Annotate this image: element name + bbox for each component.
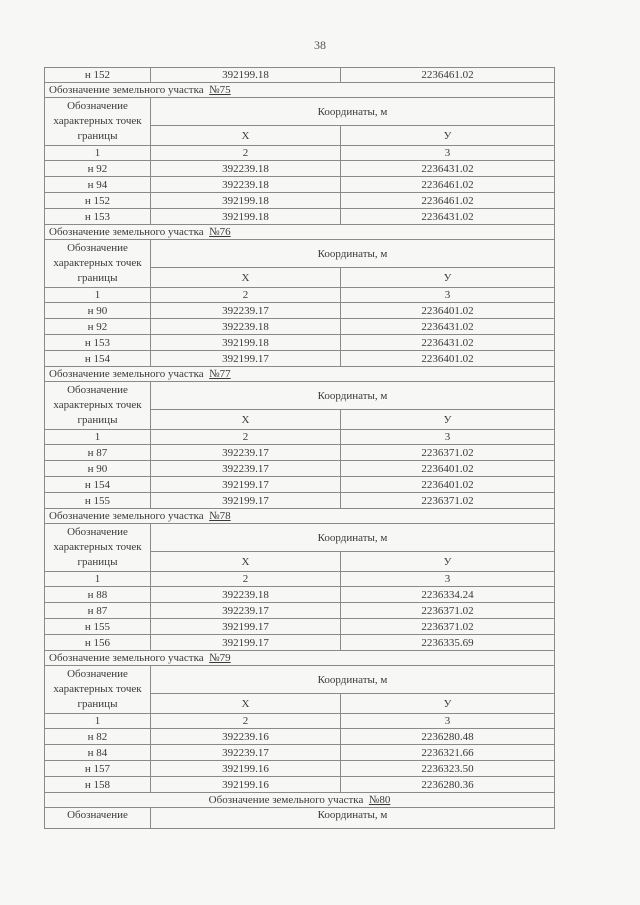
plot-title-row	[45, 83, 555, 98]
column-number: 3	[341, 288, 555, 303]
plot-title	[45, 509, 555, 524]
column-number-row	[45, 146, 555, 161]
column-number: 3	[341, 430, 555, 445]
plot-number: №80	[368, 794, 391, 806]
y-cell: 2236431.02	[341, 161, 555, 177]
table-body	[45, 68, 555, 829]
point-cell: н 154	[45, 351, 151, 367]
plot-title-prefix: Обозначение земельного участка	[49, 226, 204, 238]
x-header: X	[151, 694, 341, 714]
table-row	[45, 603, 555, 619]
coords-header: Координаты, м	[151, 666, 555, 694]
x-cell: 392239.16	[151, 729, 341, 745]
x-cell: 392199.16	[151, 777, 341, 793]
column-number: 3	[341, 146, 555, 161]
y-cell: 2236401.02	[341, 351, 555, 367]
y-cell: 2236335.69	[341, 635, 555, 651]
y-header: У	[341, 552, 555, 572]
table-row	[45, 68, 555, 83]
table-row	[45, 493, 555, 509]
point-cell: н 87	[45, 603, 151, 619]
x-cell: 392239.17	[151, 303, 341, 319]
x-cell: 392239.17	[151, 461, 341, 477]
x-header: X	[151, 126, 341, 146]
point-header: Обозначение	[45, 808, 151, 829]
plot-title	[45, 83, 555, 98]
y-cell: 2236431.02	[341, 319, 555, 335]
table-row	[45, 761, 555, 777]
table-row	[45, 445, 555, 461]
column-number: 2	[151, 714, 341, 729]
y-cell: 2236334.24	[341, 587, 555, 603]
point-cell: н 155	[45, 493, 151, 509]
y-cell: 2236280.48	[341, 729, 555, 745]
column-number: 2	[151, 288, 341, 303]
column-number: 2	[151, 146, 341, 161]
plot-title	[45, 793, 555, 808]
y-header: У	[341, 268, 555, 288]
column-number: 1	[45, 714, 151, 729]
coords-header: Координаты, м	[151, 382, 555, 410]
y-cell: 2236461.02	[341, 193, 555, 209]
plot-title-prefix: Обозначение земельного участка	[49, 652, 204, 664]
y-cell: 2236321.66	[341, 745, 555, 761]
point-cell: н 84	[45, 745, 151, 761]
column-number: 1	[45, 146, 151, 161]
table-row	[45, 729, 555, 745]
table-row	[45, 209, 555, 225]
plot-number: №75	[209, 84, 231, 96]
point-cell: н 94	[45, 177, 151, 193]
point-cell: н 154	[45, 477, 151, 493]
point-cell: н 90	[45, 461, 151, 477]
x-cell: 392239.18	[151, 587, 341, 603]
plot-title-prefix: Обозначение земельного участка	[49, 510, 204, 522]
plot-title-row	[45, 367, 555, 382]
y-header: У	[341, 126, 555, 146]
x-cell: 392239.18	[151, 161, 341, 177]
table-row	[45, 351, 555, 367]
point-cell: н 158	[45, 777, 151, 793]
boundary-coordinates-table	[44, 67, 555, 829]
point-cell: н 82	[45, 729, 151, 745]
point-cell: н 92	[45, 319, 151, 335]
x-cell: 392199.18	[151, 68, 341, 83]
table-row	[45, 193, 555, 209]
plot-title-prefix: Обозначение земельного участка	[49, 84, 204, 96]
point-header: Обозначение характерных точек границы	[45, 524, 151, 572]
x-cell: 392199.17	[151, 477, 341, 493]
point-cell: н 152	[45, 193, 151, 209]
y-cell: 2236280.36	[341, 777, 555, 793]
point-cell: н 90	[45, 303, 151, 319]
coords-header: Координаты, м	[151, 98, 555, 126]
x-cell: 392239.18	[151, 319, 341, 335]
x-header: X	[151, 410, 341, 430]
header-row	[45, 524, 555, 552]
point-header: Обозначение характерных точек границы	[45, 98, 151, 146]
plot-title-row	[45, 509, 555, 524]
table-row	[45, 461, 555, 477]
table-row	[45, 303, 555, 319]
header-row	[45, 240, 555, 268]
y-cell: 2236371.02	[341, 619, 555, 635]
table-row	[45, 587, 555, 603]
header-row	[45, 666, 555, 694]
y-header: У	[341, 410, 555, 430]
x-cell: 392199.18	[151, 209, 341, 225]
x-cell: 392239.18	[151, 177, 341, 193]
plot-title-row	[45, 225, 555, 240]
point-cell: н 153	[45, 209, 151, 225]
plot-title-prefix: Обозначение земельного участка	[49, 368, 204, 380]
table-row	[45, 777, 555, 793]
x-cell: 392239.17	[151, 745, 341, 761]
table-row	[45, 745, 555, 761]
point-cell: н 88	[45, 587, 151, 603]
x-header: X	[151, 268, 341, 288]
x-cell: 392199.18	[151, 335, 341, 351]
column-number-row	[45, 430, 555, 445]
column-number: 1	[45, 430, 151, 445]
point-cell: н 152	[45, 68, 151, 83]
plot-title	[45, 367, 555, 382]
x-cell: 392239.17	[151, 603, 341, 619]
plot-number: №78	[209, 510, 231, 522]
plot-title-row	[45, 793, 555, 808]
coords-header: Координаты, м	[151, 240, 555, 268]
y-cell: 2236431.02	[341, 209, 555, 225]
y-cell: 2236401.02	[341, 303, 555, 319]
table-row	[45, 619, 555, 635]
point-header: Обозначение характерных точек границы	[45, 382, 151, 430]
y-cell: 2236401.02	[341, 477, 555, 493]
y-cell: 2236323.50	[341, 761, 555, 777]
coords-header: Координаты, м	[151, 524, 555, 552]
point-cell: н 92	[45, 161, 151, 177]
x-cell: 392199.17	[151, 493, 341, 509]
column-number: 2	[151, 430, 341, 445]
table-row	[45, 635, 555, 651]
table-row	[45, 335, 555, 351]
header-row	[45, 98, 555, 126]
table-row	[45, 161, 555, 177]
x-header: X	[151, 552, 341, 572]
column-number: 3	[341, 714, 555, 729]
plot-title	[45, 225, 555, 240]
column-number: 3	[341, 572, 555, 587]
column-number: 2	[151, 572, 341, 587]
y-header: У	[341, 694, 555, 714]
column-number-row	[45, 288, 555, 303]
x-cell: 392199.17	[151, 635, 341, 651]
point-header: Обозначение характерных точек границы	[45, 240, 151, 288]
column-number: 1	[45, 288, 151, 303]
table-row	[45, 477, 555, 493]
x-cell: 392199.17	[151, 619, 341, 635]
header-row	[45, 808, 555, 829]
column-number-row	[45, 572, 555, 587]
plot-number: №76	[209, 226, 231, 238]
y-cell: 2236401.02	[341, 461, 555, 477]
plot-number: №77	[209, 368, 231, 380]
x-cell: 392239.17	[151, 445, 341, 461]
point-cell: н 87	[45, 445, 151, 461]
y-cell: 2236461.02	[341, 68, 555, 83]
coords-header: Координаты, м	[151, 808, 555, 829]
y-cell: 2236371.02	[341, 445, 555, 461]
page-number: 38	[314, 38, 326, 52]
x-cell: 392199.18	[151, 193, 341, 209]
column-number: 1	[45, 572, 151, 587]
y-cell: 2236371.02	[341, 603, 555, 619]
plot-title-row	[45, 651, 555, 666]
point-header: Обозначение характерных точек границы	[45, 666, 151, 714]
y-cell: 2236371.02	[341, 493, 555, 509]
table-row	[45, 319, 555, 335]
table-row	[45, 177, 555, 193]
point-cell: н 153	[45, 335, 151, 351]
point-cell: н 155	[45, 619, 151, 635]
plot-number: №79	[209, 652, 231, 664]
y-cell: 2236461.02	[341, 177, 555, 193]
column-number-row	[45, 714, 555, 729]
point-cell: н 157	[45, 761, 151, 777]
x-cell: 392199.17	[151, 351, 341, 367]
plot-title	[45, 651, 555, 666]
plot-title-prefix: Обозначение земельного участка	[208, 794, 364, 806]
y-cell: 2236431.02	[341, 335, 555, 351]
x-cell: 392199.16	[151, 761, 341, 777]
header-row	[45, 382, 555, 410]
point-cell: н 156	[45, 635, 151, 651]
